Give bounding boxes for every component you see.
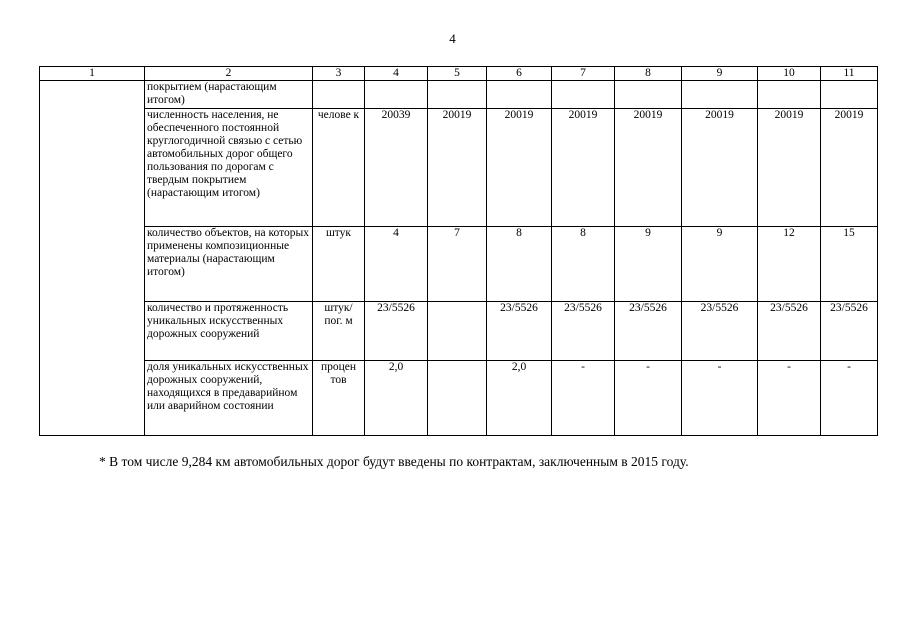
value-cell: 20039 (365, 109, 428, 227)
table-row (40, 81, 878, 109)
value-cell (428, 81, 487, 109)
column-header: 7 (552, 67, 615, 81)
footnote: * В том числе 9,284 км автомобильных дорог будут введены по контрактам, заключенным в 2015 году. (99, 454, 689, 469)
value-cell: - (552, 361, 615, 436)
value-cell: 8 (552, 227, 615, 302)
value-cell (428, 302, 487, 361)
unit-cell: штук/ пог. м (313, 302, 365, 361)
value-cell: 23/5526 (365, 302, 428, 361)
value-cell (615, 81, 682, 109)
column-header: 6 (487, 67, 552, 81)
value-cell: 20019 (821, 109, 878, 227)
column-header: 11 (821, 67, 878, 81)
value-cell: 20019 (552, 109, 615, 227)
indicators-table (39, 66, 878, 436)
value-cell (487, 81, 552, 109)
indicator-name: количество и протяженность уникальных искусственных дорожных сооружений (145, 302, 313, 361)
value-cell: - (821, 361, 878, 436)
value-cell: 9 (615, 227, 682, 302)
value-cell (552, 81, 615, 109)
column-header: 4 (365, 67, 428, 81)
column-header: 1 (40, 67, 145, 81)
unit-cell: челове к (313, 109, 365, 227)
value-cell (365, 81, 428, 109)
column-header: 9 (682, 67, 758, 81)
value-cell: 20019 (487, 109, 552, 227)
value-cell: 2,0 (365, 361, 428, 436)
indicator-name: покрытием (нарастающим итогом) (145, 81, 313, 109)
value-cell: 15 (821, 227, 878, 302)
column-header: 8 (615, 67, 682, 81)
group-cell (40, 81, 145, 436)
value-cell: - (758, 361, 821, 436)
header-row (40, 67, 878, 81)
value-cell: - (682, 361, 758, 436)
value-cell: 23/5526 (487, 302, 552, 361)
value-cell: 9 (682, 227, 758, 302)
value-cell (428, 361, 487, 436)
table-row (40, 302, 878, 361)
table-row (40, 361, 878, 436)
value-cell: 7 (428, 227, 487, 302)
page-number: 4 (449, 31, 456, 46)
value-cell: - (615, 361, 682, 436)
value-cell: 23/5526 (758, 302, 821, 361)
column-header: 5 (428, 67, 487, 81)
unit-cell (313, 81, 365, 109)
value-cell: 20019 (428, 109, 487, 227)
value-cell (821, 81, 878, 109)
indicator-name: количество объектов, на которых применены композиционные материалы (нарастающим итогом) (145, 227, 313, 302)
table-row (40, 227, 878, 302)
value-cell: 23/5526 (821, 302, 878, 361)
indicator-name: доля уникальных искусственных дорожных сооружений, находящихся в предаварийном или аварийном состоянии (145, 361, 313, 436)
value-cell (682, 81, 758, 109)
value-cell: 20019 (682, 109, 758, 227)
value-cell: 20019 (615, 109, 682, 227)
column-header: 10 (758, 67, 821, 81)
value-cell: 23/5526 (682, 302, 758, 361)
unit-cell: процен тов (313, 361, 365, 436)
value-cell: 12 (758, 227, 821, 302)
value-cell (758, 81, 821, 109)
column-header: 3 (313, 67, 365, 81)
value-cell: 23/5526 (615, 302, 682, 361)
indicator-name: численность населения, не обеспеченного постоянной круглогодичной связью с сетью автомобильных дорог общего пользования по дорогам с твердым покрытием (нарастающим итогом) (145, 109, 313, 227)
value-cell: 2,0 (487, 361, 552, 436)
value-cell: 23/5526 (552, 302, 615, 361)
value-cell: 8 (487, 227, 552, 302)
value-cell: 20019 (758, 109, 821, 227)
column-header: 2 (145, 67, 313, 81)
unit-cell: штук (313, 227, 365, 302)
value-cell: 4 (365, 227, 428, 302)
table-row (40, 109, 878, 227)
